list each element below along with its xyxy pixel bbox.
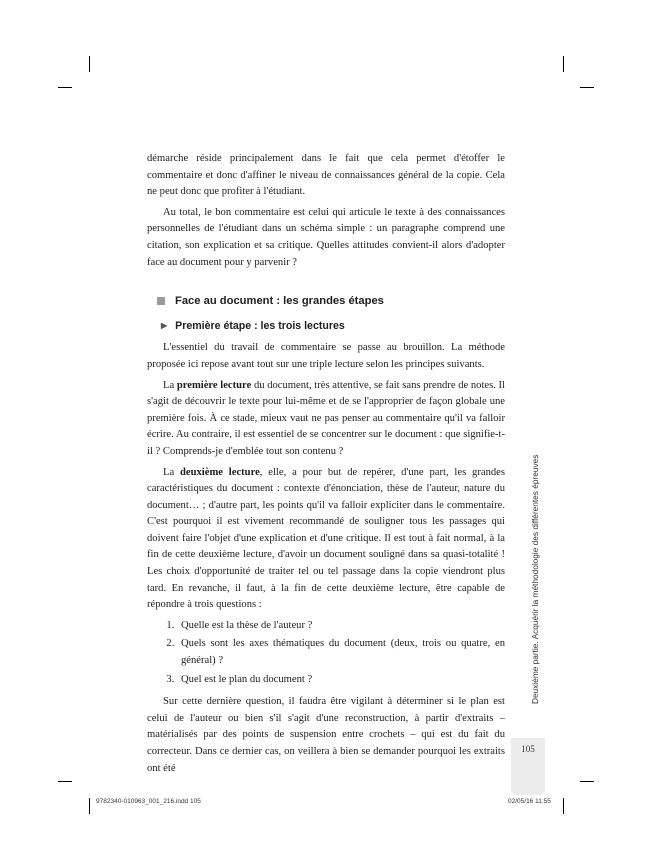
running-side-title: Deuxième partie. Acquérir la méthodologie des différentes épreuves bbox=[530, 454, 540, 704]
body-paragraph: L'essentiel du travail de commentaire se passe au brouillon. La méthode proposée ici repose avant tout sur une triple lecture selon les principes suivants. bbox=[147, 342, 505, 370]
subsection-heading bbox=[161, 318, 505, 335]
footer-file: 9782340-010963_001_216.indd 105 bbox=[96, 798, 201, 805]
triangle-bullet-icon: ▶ bbox=[161, 320, 168, 330]
body-paragraph: Sur cette dernière question, il faudra être vigilant à déterminer si le plan est celui de l'auteur ou bien s'il s'agit d'une reconstruction, à partir d'extraits – matérialisés par des points de suspension entre crochets – qui est du fait du correcteur. Dans ce dernier cas, on veillera à bien se demander pourquoi les extraits ont été bbox=[147, 696, 505, 774]
second-reading-paragraph bbox=[147, 465, 505, 614]
text-run: La bbox=[163, 466, 181, 478]
footer-date: 02/05/16 11:55 bbox=[508, 798, 551, 805]
text-run: du document, très attentive, se fait sans prendre de notes. Il s'agit de découvrir le texte pour lui-même et de se l'approprier de façon globale une première fois. À ce stade, mieux vaut ne pas penser au commentaire qu'il va falloir écrire. Au contraire, il est essentiel de se concentrer sur le document : que signifie-t-il ? Comprends-je d'emblée tout son contenu ? bbox=[147, 379, 505, 457]
bold-term: deuxième lecture bbox=[180, 466, 260, 478]
crop-mark bbox=[58, 87, 72, 88]
page-number-tab bbox=[511, 738, 545, 795]
list-item: 1. Quelle est la thèse de l'auteur ? bbox=[177, 618, 505, 635]
section-heading bbox=[157, 293, 505, 310]
list-item: 2. Quels sont les axes thématiques du document (deux, trois ou quatre, en général) ? bbox=[177, 636, 505, 669]
page-body bbox=[147, 151, 505, 781]
first-reading-paragraph bbox=[147, 378, 505, 461]
crop-mark bbox=[563, 56, 564, 72]
text-run: , elle, a pour but de repérer, d'une part, les grandes caractéristiques du document : contexte d'énonciation, thèse de l'auteur, nature du document… ; d'autre part, les points qu'il va falloir expliciter dans le commentaire. C'est pourquoi il est vivement recommandé de souligner tous les passages qui doivent faire l'objet d'une explication et d'une critique. Il est tout à fait normal, à la fin de cette deuxième lecture, d'avoir un document souligné dans sa quasi-totalité ! Les choix d'opportunité de traiter tel ou tel passage dans la copie viendront plus tard. En revanche, il faut, à la fin de cette deuxième lecture, être capable de répondre à trois questions : bbox=[147, 466, 505, 611]
crop-mark bbox=[89, 56, 90, 72]
subsection-heading-text: Première étape : les trois lectures bbox=[175, 319, 345, 332]
section-heading-text: Face au document : les grandes étapes bbox=[175, 295, 384, 308]
body-paragraph: démarche réside principalement dans le fait que cela permet d'étoffer le commentaire et donc d'affiner le niveau de connaissances général de la copie. Cela ne peut donc que profiter à l'étudiant. bbox=[147, 153, 505, 198]
list-item: 3. Quel est le plan du document ? bbox=[177, 672, 505, 689]
crop-mark bbox=[563, 798, 564, 814]
body-paragraph: Au total, le bon commentaire est celui qui articule le texte à des connaissances personnelles de l'étudiant dans un schéma simple : un paragraphe comprend une citation, son explication et sa critique. Quelles attitudes convient-il alors d'adopter face au document pour y parvenir ? bbox=[147, 206, 505, 268]
crop-mark bbox=[58, 781, 72, 782]
crop-mark bbox=[580, 781, 594, 782]
crop-mark bbox=[89, 798, 90, 814]
text-run: La bbox=[163, 379, 177, 391]
square-bullet-icon bbox=[157, 297, 165, 305]
bold-term: première lecture bbox=[176, 379, 252, 391]
question-list bbox=[147, 618, 505, 688]
crop-mark bbox=[580, 87, 594, 88]
page-number: 105 bbox=[521, 744, 535, 754]
